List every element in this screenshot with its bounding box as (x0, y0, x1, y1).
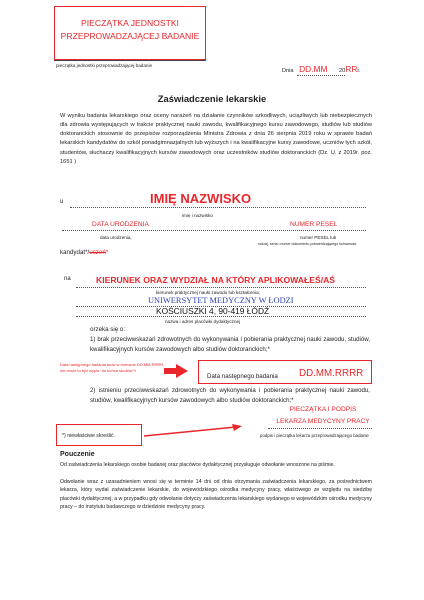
candidate-label: kandydat*/ (60, 249, 90, 256)
ruling-item-2: 2) istnieniu przeciwwskazań zdrowotnych do wykonywania i pobierania praktycznej nauki zawodu, studiów, kwalifikacyjnych kursów zawodowych albo studiów doktoranckich;* (90, 387, 370, 404)
direction-caption: kierunek praktycznej nauki zawodu lub kształcenia; (156, 290, 260, 295)
doctor-stamp-line-1: PIECZĄTKA I PODPIS (289, 406, 357, 413)
date-dotline (297, 75, 345, 76)
institution-stamp-caption: pieczątka jednostki przeprowadzającej badanie (56, 63, 153, 68)
direction-line (76, 287, 366, 288)
candidate-struck: uczeń (89, 249, 106, 256)
person-prefix: u (60, 199, 64, 205)
birth-pesel-line (62, 230, 366, 231)
date-prefix: Dnia (282, 68, 294, 74)
footnote-text: *) niewłaściwe skreślić. (62, 433, 116, 439)
candidate-star: * (105, 249, 109, 256)
school-prefix: na (64, 276, 71, 282)
instruction-heading: Pouczenie (60, 451, 95, 458)
stamp-caption-line (54, 60, 206, 61)
doctor-caption: podpis i pieczątka lekarza przeprowadzającego badanie (260, 433, 369, 438)
red-arrow-icon (164, 364, 188, 378)
address-value: KOŚCIUSZKI 4, 90-419 ŁÓDŹ (156, 306, 270, 316)
pesel-caption-detail: rodzaj, seria i numer dokumentu potwierdzającego tożsamość (258, 242, 357, 246)
date-day-month: DD.MM (299, 64, 328, 74)
pesel-value: NUMER PESEL (290, 221, 338, 228)
person-name-line (70, 207, 366, 208)
university-value: UNIWERSYTET MEDYCZNY W ŁODZI (148, 296, 294, 305)
direction-value: KIERUNEK ORAZ WYDZIAŁ NA KTÓRY APLIKOWAŁEŚ/AŚ (96, 275, 336, 285)
person-name-caption: imię i nazwisko (182, 213, 213, 218)
pesel-caption: numer PESEL lub (300, 235, 337, 240)
date-suffix: r. (357, 68, 361, 74)
candidate-line (60, 249, 108, 256)
date-year-prefix: 20 (339, 68, 346, 74)
issue-date (282, 64, 360, 74)
annotation-line-2: nie może to być wypis "do końca studiów"!! (60, 368, 137, 373)
ruling-item-1: 1) brak przeciwwskazań zdrowotnych do wykonywania i pobierania praktycznej nauki zawodu, studiów, kwalifikacyjnych kursów zawodowych albo studiów doktoranckich;* (90, 336, 370, 353)
next-exam-box (198, 360, 372, 384)
person-name: IMIĘ NAZWISKO (150, 191, 252, 206)
next-exam-value: DD.MM.RRRR (299, 368, 364, 379)
birth-date-value: DATA URODZENIA (92, 221, 149, 228)
date-year: RR (345, 64, 358, 74)
ruling-heading: orzeka się o: (90, 326, 126, 333)
birth-date-caption: data urodzenia, (100, 235, 132, 240)
address-caption: nazwa i adres placówki dydaktycznej (165, 319, 241, 324)
doctor-stamp-line-2: LEKARZA MEDYCYNY PRACY (276, 418, 370, 425)
annotation-line-1: Data następnego badania musi w formacie DD.MM.RRRR, (60, 362, 165, 367)
address-line (76, 316, 366, 317)
next-exam-label: Data następnego badania (207, 373, 278, 380)
institution-stamp-box (54, 6, 206, 60)
footnote-arrow-icon (142, 424, 242, 438)
instruction-paragraph-1: Od zaświadczenia lekarskiego osobie badanej oraz placówce dydaktycznej przysługuje odwołanie wnoszone na piśmie. (60, 462, 335, 468)
intro-paragraph: W wyniku badania lekarskiego oraz oceny narażeń na działanie czynników szkodliwych, uciążliwych lub niebezpiecznych dla zdrowia występujących w trakcie praktycznej nauki zawodu, kwalifikacyjnego kursu zawodowego, studiów lub studiów doktoranckich stosownie do przepisów rozporządzenia Ministra Zdrowia z dnia 26 sierpnia 2019 roku w sprawie badań lekarskich kandydatów do szkół ponadgimnazjalnych lub wyższych i na kwalifikacyjne kursy zawodowe, uczniów tych szkół, studentów, słuchaczy kwalifikacyjnych kursów zawodowych oraz uczestników studiów doktoranckich (Dz. U. z 2019r. poz. 1651 ) (60, 113, 372, 165)
institution-stamp-text: PIECZĄTKA JEDNOSTKI PRZEPROWADZAJĄCEJ BADANIE (60, 18, 200, 41)
doctor-signature-line (268, 428, 372, 429)
instruction-paragraph-2: Odwołanie wraz z uzasadnieniem wnosi się w terminie 14 dni od dnia otrzymania zaświadczenia lekarskiego, za pośrednictwem lekarza, który wydał zaświadczenie lekarskie, do wojewódzkiego ośrodka medycyny pracy, właściwego ze względu na siedzibę placówki dydaktycznej, a w przypadku gdy odwołanie dotyczy zaświadczenia lekarskiego wydanego w wojewódzkim ośrodku medycyny pracy – do instytutu badawczego w dziedzinie medycyny pracy. (60, 479, 372, 510)
page-title: Zaświadczenie lekarskie (157, 93, 267, 104)
footnote-box (56, 424, 142, 446)
